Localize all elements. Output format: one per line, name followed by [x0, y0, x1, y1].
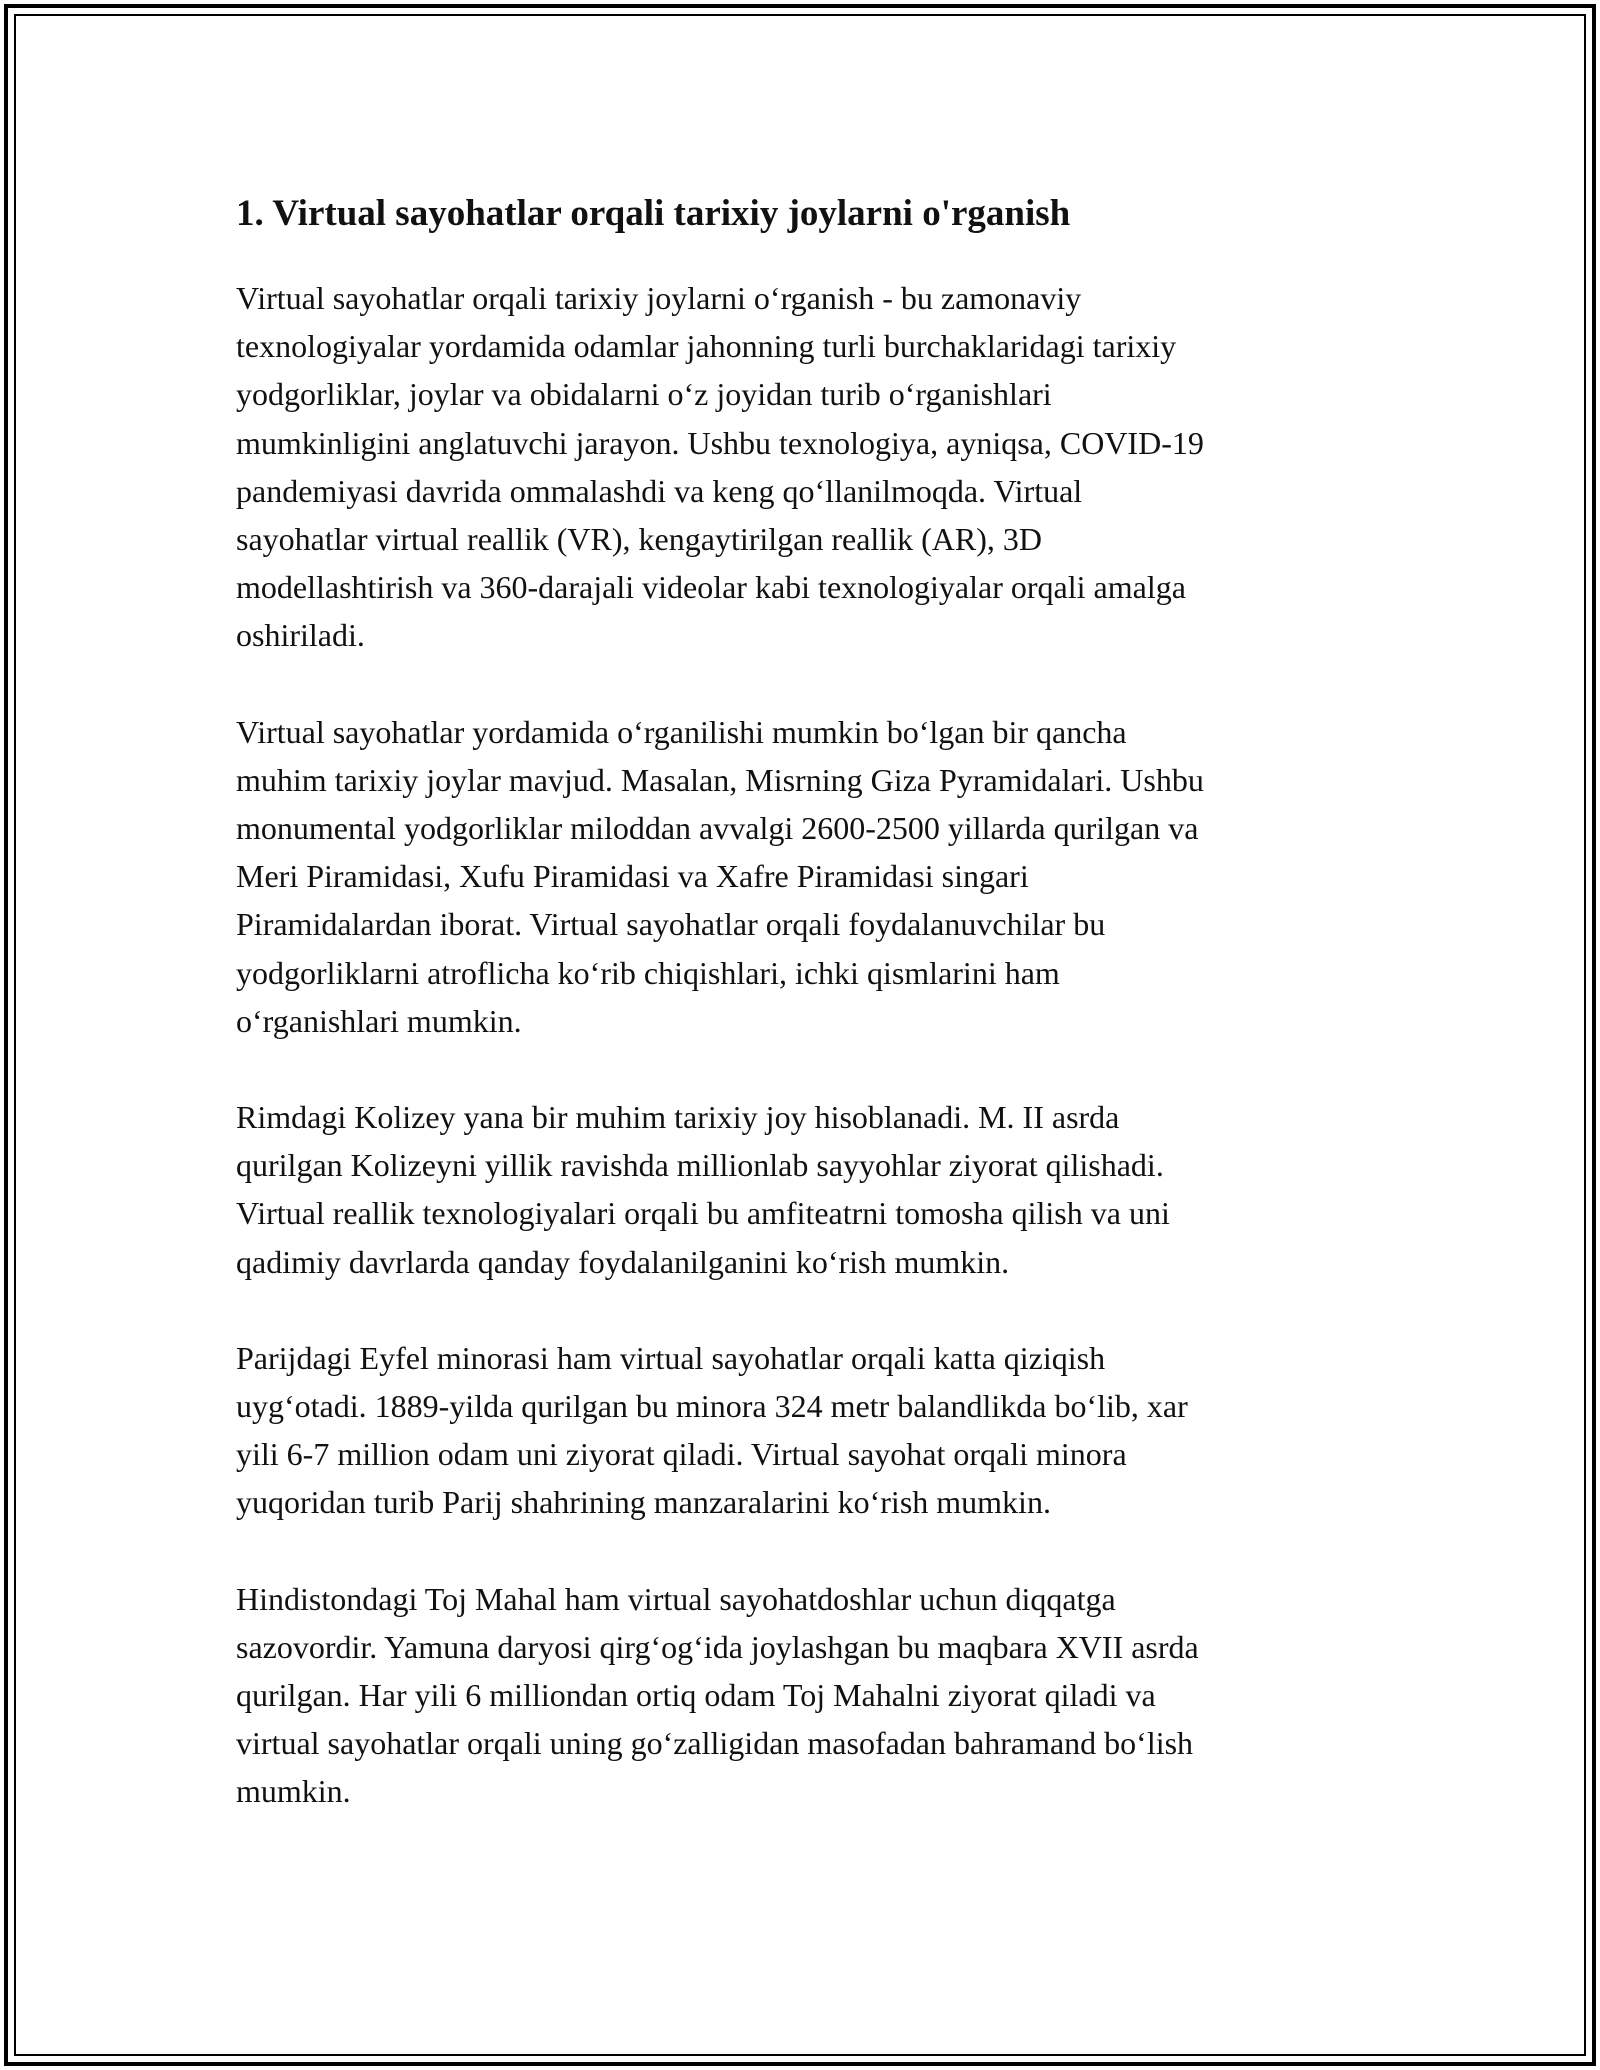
paragraph-taj-mahal: Hindistondagi Toj Mahal ham virtual sayohatdoshlar uchun diqqatga sazovordir. Yamuna daryosi qirg‘og‘ida joylashgan bu maqbara XVII asrda qurilgan. Har yili 6 milliondan ortiq odam Toj Mahalni ziyorat qiladi va virtual sayohatlar orqali uning go‘zalligidan masofadan bahramand bo‘lish mumkin.: [236, 1580, 1199, 1810]
paragraph-giza-pyramids: Virtual sayohatlar yordamida o‘rganilishi mumkin bo‘lgan bir qancha muhim tarixiy joylar mavjud. Masalan, Misrning Giza Pyramidalari. Ushbu monumental yodgorliklar miloddan avvalgi 2600-2500 yillarda qurilgan va Meri Piramidasi, Xufu Piramidasi va Xafre Piramidasi singari Piramidalardan iborat. Virtual sayohatlar orqali foydalanuvchilar bu yodgorliklarni atroflicha ko‘rib chiqishlari, ichki qismlarini ham o‘rganishlari mumkin.: [236, 713, 1204, 1039]
document-title: 1. Virtual sayohatlar orqali tarixiy joylarni o'rganish: [236, 193, 1071, 234]
paragraph-colosseum: Rimdagi Kolizey yana bir muhim tarixiy joy hisoblanadi. M. II asrda qurilgan Kolizeyni yillik ravishda millionlab sayyohlar ziyorat qilishadi. Virtual reallik texnologiyalari orqali bu amfiteatrni tomosha qilish va uni qadimiy davrlarda qanday foydalanilganini ko‘rish mumkin.: [236, 1099, 1170, 1280]
paragraph-intro: Virtual sayohatlar orqali tarixiy joylarni o‘rganish - bu zamonaviy texnologiyalar yordamida odamlar jahonning turli burchaklaridagi tarixiy yodgorliklar, joylar va obidalarni o‘z joyidan turib o‘rganishlari mumkinligini anglatuvchi jarayon. Ushbu texnologiya, ayniqsa, COVID-19 pandemiyasi davrida ommalashdi va keng qo‘llanilmoqda. Virtual sayohatlar virtual reallik (VR), kengaytirilgan reallik (AR), 3D modellashtirish va 360-darajali videolar kabi texnologiyalar orqali amalga oshiriladi.: [236, 280, 1204, 654]
document-body: [236, 182, 1356, 1864]
paragraph-eiffel-tower: Parijdagi Eyfel minorasi ham virtual sayohatlar orqali katta qiziqish uyg‘otadi. 1889-yilda qurilgan bu minora 324 metr balandlikda bo‘lib, xar yili 6-7 million odam uni ziyorat qiladi. Virtual sayohat orqali minora yuqoridan turib Parij shahrining manzaralarini ko‘rish mumkin.: [236, 1339, 1188, 1521]
